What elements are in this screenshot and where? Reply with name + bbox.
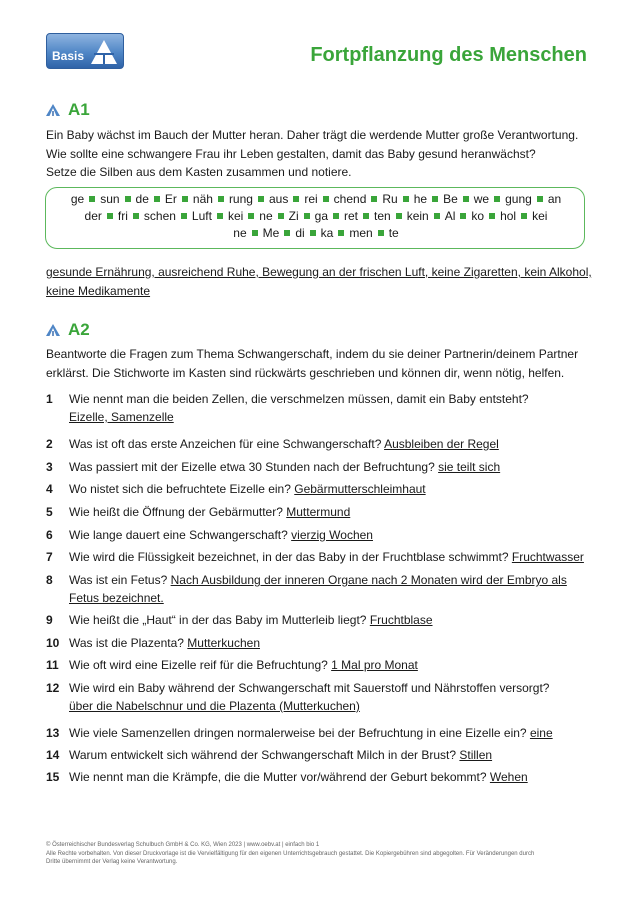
syllable-row <box>46 192 586 206</box>
syllable: Er <box>164 192 177 206</box>
question-text-line <box>69 392 599 406</box>
syllable: hol <box>500 209 517 223</box>
green-square-separator <box>248 213 254 219</box>
green-square-separator <box>489 213 495 219</box>
syllable: ka <box>320 226 334 240</box>
syllable: rung <box>228 192 253 206</box>
syllable: der <box>84 209 102 223</box>
question-number: 15 <box>46 770 60 784</box>
syllable: Me <box>262 226 280 240</box>
green-square-separator <box>378 230 384 236</box>
a2-intro-line: Beantworte die Fragen zum Thema Schwangerschaft, indem du sie deiner Partnerin/deinem Partner <box>46 347 579 361</box>
question-number: 10 <box>46 636 60 650</box>
question-text-line <box>69 770 599 784</box>
footer-line: Dritte übernimmt der Verlag keine Verantwortung. <box>46 859 178 865</box>
syllable-row <box>46 226 586 240</box>
green-square-separator <box>537 196 543 202</box>
question-number: 5 <box>46 505 53 519</box>
green-square-separator <box>125 196 131 202</box>
a2-intro-line: erklärst. Die Stichworte im Kasten sind rückwärts geschrieben und können dir, wenn nötig, helfen. <box>46 365 565 380</box>
syllable-row <box>46 209 586 223</box>
syllable: he <box>413 192 428 206</box>
question-text: Wie heißt die „Haut“ in der das Baby im Mutterleib liegt? <box>69 613 367 627</box>
green-square-separator <box>371 196 377 202</box>
green-square-separator <box>154 196 160 202</box>
question-answer: Gebärmutterschleimhaut <box>294 482 426 496</box>
syllable: Luft <box>191 209 212 223</box>
question-number: 3 <box>46 460 53 474</box>
task-a1-label: A1 <box>68 100 90 119</box>
answer-line <box>69 699 599 713</box>
syllable: ret <box>344 209 359 223</box>
green-square-separator <box>217 213 223 219</box>
question-text-line <box>69 573 599 587</box>
question-number: 4 <box>46 482 53 496</box>
green-square-separator <box>293 196 299 202</box>
question-text-line <box>69 528 599 542</box>
green-square-separator <box>89 196 95 202</box>
question-number: 11 <box>46 658 59 672</box>
green-square-separator <box>284 230 290 236</box>
question-number: 1 <box>46 392 53 406</box>
page-title: Fortpflanzung des Menschen <box>310 44 587 66</box>
syllable: fri <box>117 209 128 223</box>
syllable: we <box>473 192 490 206</box>
question-text: Was ist oft das erste Anzeichen für eine Schwangerschaft? <box>69 437 382 451</box>
triangle-logo-icon <box>89 38 119 66</box>
question-answer: über die Nabelschnur und die Plazenta (Mutterkuchen) <box>69 699 360 713</box>
question-number: 9 <box>46 613 53 627</box>
question-text-line <box>69 636 599 650</box>
green-square-separator <box>323 196 329 202</box>
question-text: Warum entwickelt sich während der Schwangerschaft Milch in der Brust? <box>69 748 457 762</box>
answer-line <box>69 410 599 424</box>
question-text-line <box>69 550 599 564</box>
a1-intro-line: Setze die Silben aus dem Kasten zusammen und notiere. <box>46 165 352 179</box>
green-square-separator <box>338 230 344 236</box>
green-square-separator <box>403 196 409 202</box>
green-square-separator <box>107 213 113 219</box>
question-answer: Fruchtblase <box>369 613 433 627</box>
syllable: Ru <box>382 192 398 206</box>
green-square-separator <box>494 196 500 202</box>
green-square-separator <box>304 213 310 219</box>
syllable: rei <box>304 192 318 206</box>
green-square-separator <box>258 196 264 202</box>
question-text-line <box>69 460 599 474</box>
syllable: ga <box>314 209 328 223</box>
question-answer: 1 Mal pro Monat <box>331 658 418 672</box>
syllable: ten <box>374 209 391 223</box>
a2-intro <box>46 345 596 382</box>
task-a2-heading <box>46 320 90 340</box>
syllable: Al <box>444 209 456 223</box>
question-answer: Fruchtwasser <box>511 550 584 564</box>
syllable: ge <box>70 192 85 206</box>
question-text-line <box>69 505 599 519</box>
syllable: ne <box>233 226 247 240</box>
question-text: Wie heißt die Öffnung der Gebärmutter? <box>69 505 283 519</box>
question-text-line <box>69 613 599 627</box>
a1-intro-line: Ein Baby wächst im Bauch der Mutter heran. Daher trägt die werdende Mutter große Verantwortung. <box>46 128 579 142</box>
question-text-line <box>69 681 599 695</box>
question-text: Wie oft wird eine Eizelle reif für die Befruchtung? <box>69 658 328 672</box>
question-answer: Nach Ausbildung der inneren Organe nach 2 Monaten wird der Embryo als <box>170 573 567 587</box>
question-text: Was passiert mit der Eizelle etwa 30 Stunden nach der Befruchtung? <box>69 460 435 474</box>
a1-intro <box>46 126 596 182</box>
a1-answer <box>46 263 596 301</box>
logo-text: Basis <box>52 49 85 63</box>
question-text-line <box>69 748 599 762</box>
syllable: näh <box>192 192 213 206</box>
syllable: Be <box>443 192 458 206</box>
question-answer: Mutterkuchen <box>187 636 260 650</box>
syllable: men <box>349 226 373 240</box>
question-text: Wie lange dauert eine Schwangerschaft? <box>69 528 288 542</box>
syllable: ko <box>471 209 485 223</box>
question-number: 2 <box>46 437 53 451</box>
question-number: 8 <box>46 573 53 587</box>
question-number: 12 <box>46 681 60 695</box>
green-square-separator <box>218 196 224 202</box>
green-square-separator <box>182 196 188 202</box>
question-answer: Stillen <box>459 748 493 762</box>
answer-line <box>69 591 599 605</box>
task-triangle-icon <box>46 324 60 336</box>
question-answer: Eizelle, Samenzelle <box>69 410 174 424</box>
syllable: di <box>295 226 305 240</box>
syllable: chend <box>333 192 367 206</box>
green-square-separator <box>432 196 438 202</box>
syllable: kein <box>406 209 429 223</box>
footer-line: Alle Rechte vorbehalten. Von dieser Druckvorlage ist die Vervielfältigung für den eigenen Unterrichtsgebrauch gestattet. Die Kopiergebühren sind abgegolten. Für Veränderungen durch <box>46 850 535 857</box>
question-text: Wo nistet sich die befruchtete Eizelle ein? <box>69 482 291 496</box>
question-text-line <box>69 437 599 451</box>
syllable: gung <box>505 192 532 206</box>
green-square-separator <box>396 213 402 219</box>
syllable: aus <box>268 192 289 206</box>
question-answer: Muttermund <box>286 505 351 519</box>
syllable: schen <box>143 209 176 223</box>
syllable: an <box>547 192 562 206</box>
green-square-separator <box>463 196 469 202</box>
task-triangle-icon <box>46 104 60 116</box>
question-text: Wie wird ein Baby während der Schwangerschaft mit Sauerstoff und Nährstoffen versorgt? <box>69 681 550 695</box>
question-text-line <box>69 482 599 496</box>
green-square-separator <box>278 213 284 219</box>
question-text-line <box>69 658 599 672</box>
question-answer: eine <box>529 726 553 740</box>
syllable: de <box>135 192 149 206</box>
question-number: 6 <box>46 528 53 542</box>
question-text: Was ist ein Fetus? <box>69 573 168 587</box>
question-answer: Ausbleiben der Regel <box>384 437 499 451</box>
syllable-box <box>45 187 585 249</box>
green-square-separator <box>133 213 139 219</box>
question-answer: Wehen <box>489 770 528 784</box>
question-text: Wie nennt man die beiden Zellen, die verschmelzen müssen, damit ein Baby entsteht? <box>69 392 529 406</box>
green-square-separator <box>310 230 316 236</box>
question-text: Was ist die Plazenta? <box>69 636 184 650</box>
question-text: Wie wird die Flüssigkeit bezeichnet, in der das Baby in der Fruchtblase schwimmt? <box>69 550 509 564</box>
syllable: Zi <box>288 209 299 223</box>
syllable: kei <box>227 209 244 223</box>
syllable: kei <box>532 209 548 223</box>
green-square-separator <box>333 213 339 219</box>
question-number: 7 <box>46 550 53 564</box>
green-square-separator <box>363 213 369 219</box>
question-answer-continued: Fetus bezeichnet. <box>69 591 164 605</box>
a1-answer-line: gesunde Ernährung, ausreichend Ruhe, Bewegung an der frischen Luft, keine Zigaretten, kein Alkohol, <box>46 265 592 279</box>
a1-intro-line: Wie sollte eine schwangere Frau ihr Leben gestalten, damit das Baby gesund heranwächst? <box>46 146 536 161</box>
task-a1-heading <box>46 100 90 120</box>
question-text: Wie viele Samenzellen dringen normalerweise bei der Befruchtung in eine Eizelle ein? <box>69 726 527 740</box>
question-text-line <box>69 726 599 740</box>
syllable: sun <box>100 192 120 206</box>
green-square-separator <box>460 213 466 219</box>
green-square-separator <box>252 230 258 236</box>
question-text: Wie nennt man die Krämpfe, die die Mutter vor/während der Geburt bekommt? <box>69 770 487 784</box>
footer <box>46 841 586 867</box>
question-answer: sie teilt sich <box>438 460 501 474</box>
task-a2-label: A2 <box>68 320 90 339</box>
footer-line: © Österreichischer Bundesverlag Schulbuch GmbH & Co. KG, Wien 2023 | www.oebv.at | einfach bio 1 <box>46 842 320 848</box>
question-number: 13 <box>46 726 60 740</box>
syllable: te <box>388 226 399 240</box>
basis-logo <box>46 33 124 69</box>
green-square-separator <box>434 213 440 219</box>
question-answer: vierzig Wochen <box>291 528 373 542</box>
syllable: ne <box>259 209 273 223</box>
a1-answer-line: keine Medikamente <box>46 284 151 298</box>
green-square-separator <box>521 213 527 219</box>
green-square-separator <box>181 213 187 219</box>
question-number: 14 <box>46 748 60 762</box>
